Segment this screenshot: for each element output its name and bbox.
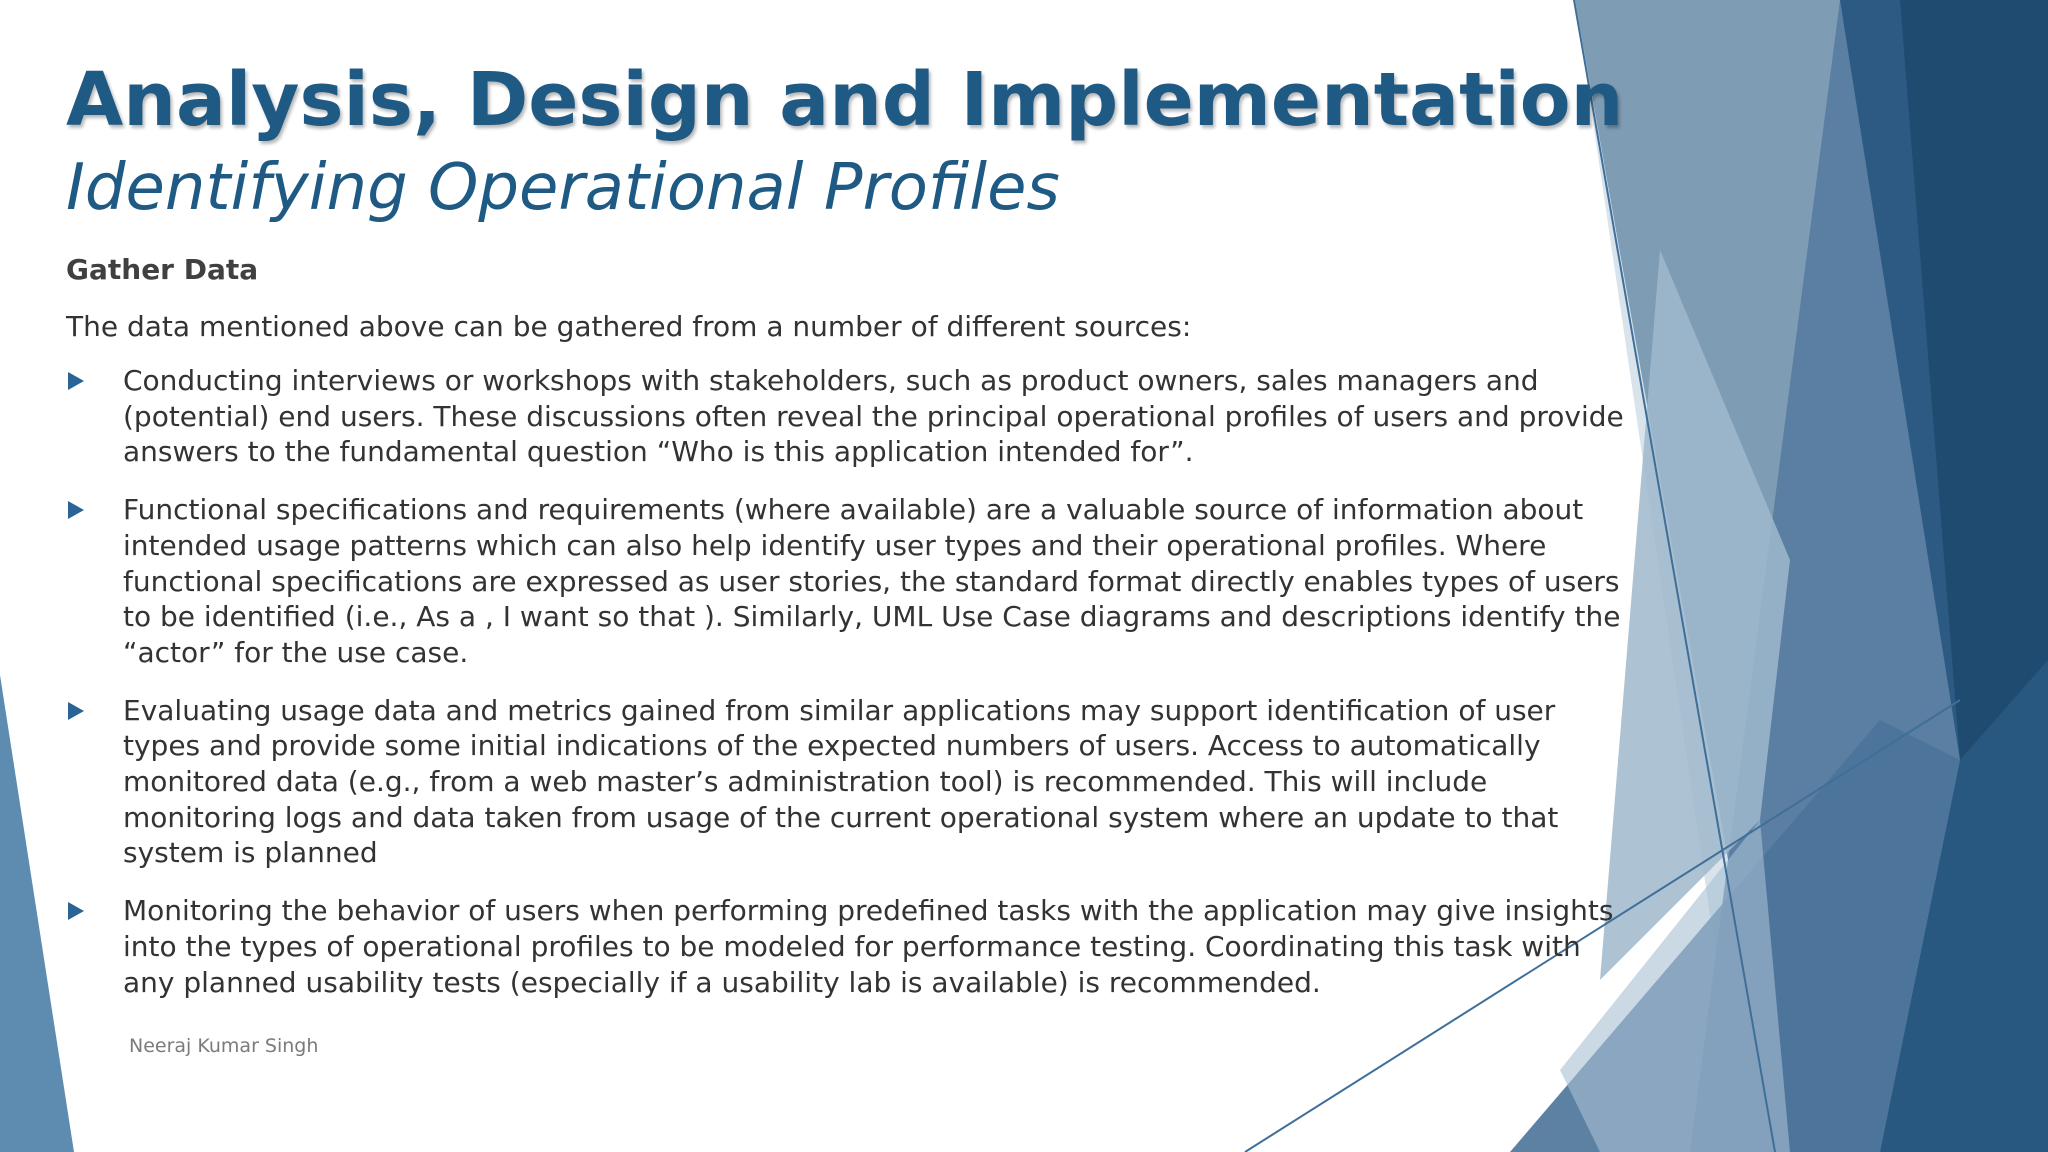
bullet-text: Monitoring the behavior of users when performing predefined tasks with the application may give insights into the types of operational profiles to be modeled for performance testing. Coordinating this task with any planned usability tests (especially if a usability lab is available) is recommended. — [123, 894, 1614, 999]
left-edge-shape — [0, 675, 74, 1152]
triangle-bullet-icon — [68, 501, 84, 519]
footer-author: Neeraj Kumar Singh — [129, 1035, 319, 1057]
slide-subtitle: Identifying Operational Profiles — [66, 151, 1060, 225]
triangle-bullet-icon — [68, 902, 84, 920]
bullet-item — [66, 363, 1626, 470]
triangle-bullet-icon — [68, 372, 84, 390]
bullet-list — [66, 363, 1626, 1000]
slide-body — [66, 252, 1626, 1022]
bullet-item — [66, 492, 1626, 671]
bullet-item — [66, 893, 1626, 1000]
slide-title: Analysis, Design and Implementation — [66, 57, 1624, 143]
intro-paragraph: The data mentioned above can be gathered from a number of different sources: — [66, 310, 1192, 343]
section-heading: Gather Data — [66, 253, 259, 286]
bullet-text: Evaluating usage data and metrics gained from similar applications may support identification of user types and provide some initial indications of the expected numbers of users. Access to automatically monitored data (e.g., from a web master’s administration tool) is recommended. This will include monitoring logs and data taken from usage of the current operational system where an update to that system is planned — [123, 693, 1559, 870]
bullet-item — [66, 693, 1626, 872]
bullet-text: Functional specifications and requirements (where available) are a valuable source of information about intended usage patterns which can also help identify user types and their operational profiles. Where functional specifications are expressed as user stories, the standard format directly enables types of users to be identified (i.e., As a , I want so that ). Similarly, UML Use Case diagrams and descriptions identify the “actor” for the use case. — [123, 493, 1621, 669]
triangle-bullet-icon — [68, 702, 84, 720]
bullet-text: Conducting interviews or workshops with stakeholders, such as product owners, sales managers and (potential) end users. These discussions often reveal the principal operational profiles of users and provide answers to the fundamental question “Who is this application intended for”. — [123, 364, 1624, 469]
